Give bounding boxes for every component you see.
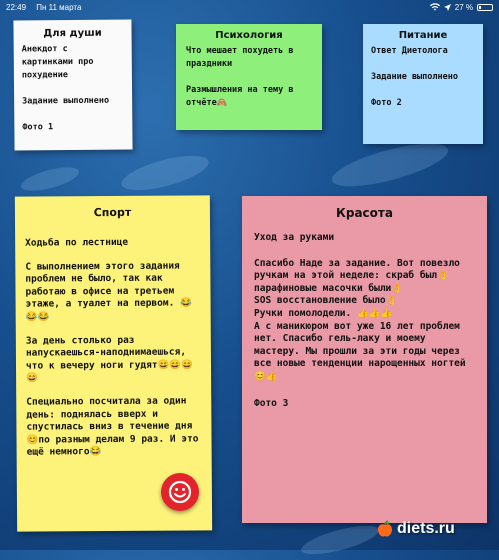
note-line: Фото 3 [254, 397, 289, 409]
note-line: Задание выполнено [22, 95, 110, 107]
note-title: Психология [215, 30, 283, 41]
note-line: Что мешает похудеть в праздники [186, 46, 294, 69]
battery-percent: 27 % [454, 2, 473, 12]
note-line: Ходьба по лестнице [25, 236, 129, 249]
note-title: Для души [43, 27, 102, 40]
apple-icon [376, 520, 394, 538]
note-psihologiya[interactable] [176, 24, 322, 130]
note-dlya-dushi[interactable] [13, 19, 132, 150]
note-title: Спорт [93, 205, 132, 220]
note-line: Задание выполнено [371, 72, 458, 82]
diets-logo[interactable] [376, 520, 455, 538]
smile-icon [161, 473, 199, 511]
wifi-icon [430, 3, 440, 11]
status-date: Пн 11 марта [36, 2, 82, 12]
note-line: Анекдот с картинками про похудение [21, 44, 94, 81]
note-line: Ответ Диетолога [371, 46, 448, 56]
note-title: Питание [398, 30, 448, 41]
note-line: Спасибо Наде за задание. Вот повезло ручкам на этой неделе: скраб был👌 парафиновые масочки были👌 SOS восстановление было👌 Ручки помолодели. 👍👍👍 А с маникюром вот уже 16 лет проблем нет. Спасибо гель-лаку и моему мастеру. Мы прошли за эти годы через все новые тенденции нарощенных ногтей😊👍 [254, 257, 466, 382]
background-fish [19, 163, 82, 196]
note-line: С выполнением этого задания проблем не было, так как работаю в офисе на третьем этаже, а туалет на первом. 😂😂😂 [25, 260, 192, 323]
status-bar [0, 0, 499, 14]
logo-text: diets.ru [397, 520, 455, 537]
note-line: Фото 1 [22, 122, 54, 133]
note-line: Специально посчитала за один день: поднялась вверх и спустилась вниз в течение дня 😊по разным делам 9 раз. И это ещё немного😂 [26, 395, 199, 458]
note-krasota[interactable] [242, 196, 487, 523]
note-line: За день столько раз напускаешься-наподнимаешься, что к вечеру ноги гудят😄😄😄😄 [25, 334, 194, 384]
battery-icon [477, 4, 493, 11]
background-fish [299, 520, 381, 560]
location-icon [444, 4, 451, 11]
smile-button[interactable] [161, 473, 199, 511]
note-line: Фото 2 [371, 98, 402, 108]
status-time: 22:49 [6, 2, 27, 12]
note-title: Красота [336, 206, 393, 220]
note-line: Уход за руками [254, 232, 335, 243]
note-line: Размышления на тему в отчёте🙈 [186, 85, 294, 108]
note-pitanie[interactable] [363, 24, 483, 144]
background-fish [118, 149, 212, 197]
